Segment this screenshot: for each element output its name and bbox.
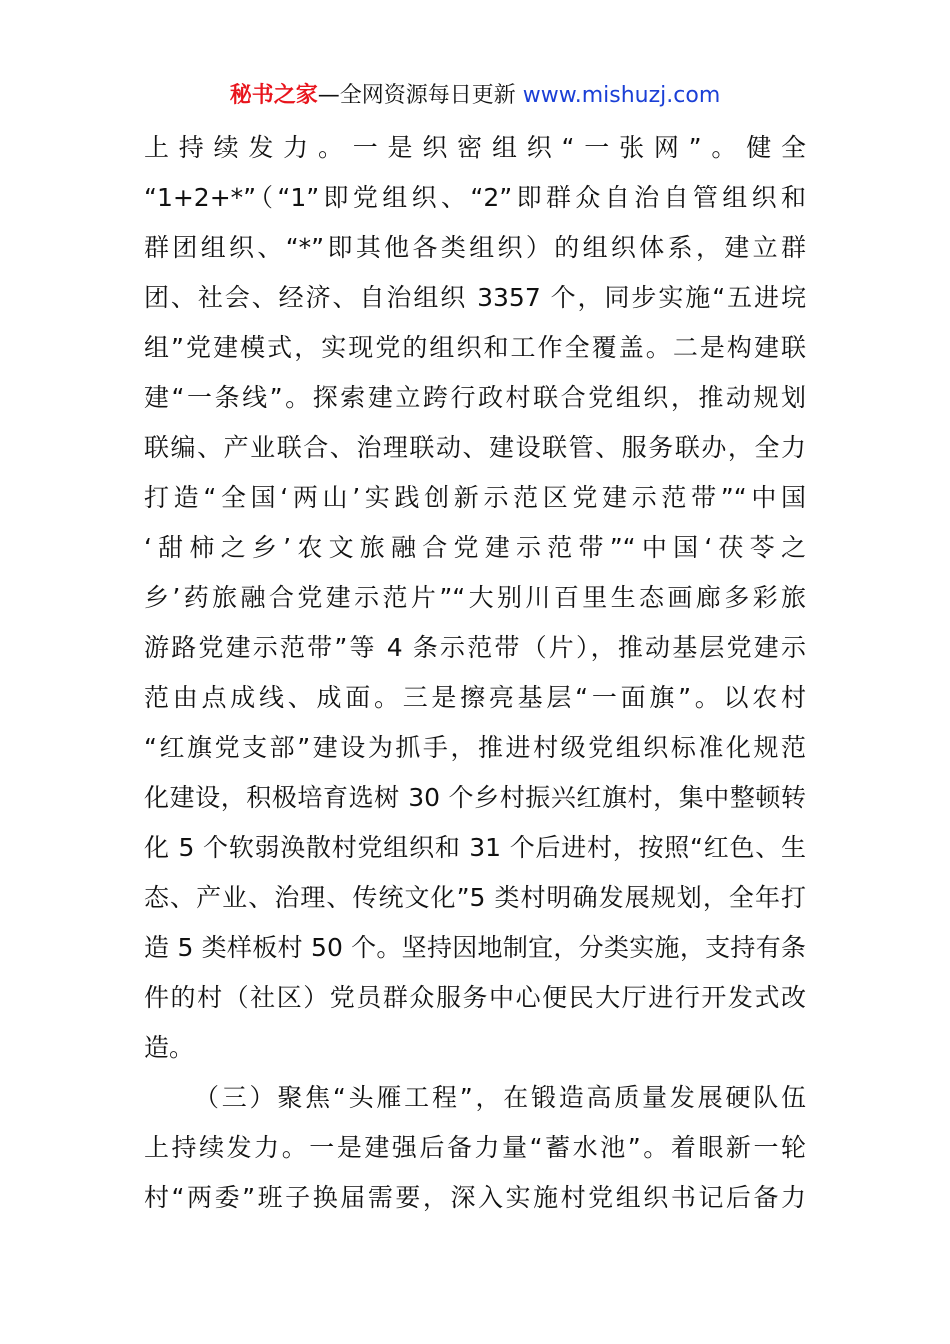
text-line: 村“两委”班子换届需要，深入实施村党组织书记后备力: [144, 1183, 806, 1212]
header-tagline: —全网资源每日更新: [317, 83, 523, 108]
text-line: 造。: [144, 1033, 195, 1062]
text-line: 打造“全国‘两山’实践创新示范区党建示范带”“中国: [144, 483, 806, 512]
text-line: 组”党建模式，实现党的组织和工作全覆盖。二是构建联: [144, 333, 806, 362]
text-line: 化建设，积极培育选树 30 个乡村振兴红旗村，集中整顿转: [144, 783, 806, 812]
text-line: 范由点成线、成面。三是擦亮基层“一面旗”。以农村: [144, 683, 806, 712]
text-line: “1+2+*”（“1”即党组织、“2”即群众自治自管组织和: [144, 183, 806, 212]
document-body: [144, 123, 806, 1223]
section-heading-line: （三）聚焦“头雁工程”，在锻造高质量发展硬队伍: [194, 1083, 806, 1112]
site-watermark-header: [0, 80, 950, 112]
site-url: www.mishuzj.com: [522, 83, 721, 108]
brand-name: 秘书之家: [229, 83, 318, 108]
text-line: ‘甜柿之乡’农文旅融合党建示范带”“中国‘茯苓之: [144, 533, 806, 562]
text-line: 联编、产业联合、治理联动、建设联管、服务联办，全力: [144, 433, 806, 462]
text-line: 群团组织、“*”即其他各类组织）的组织体系，建立群: [144, 233, 806, 262]
text-line: 上持续发力。一是织密组织“一张网”。健全: [144, 133, 806, 162]
text-line: 乡’药旅融合党建示范片”“大别川百里生态画廊多彩旅: [144, 583, 806, 612]
text-line: “红旗党支部”建设为抓手，推进村级党组织标准化规范: [144, 733, 806, 762]
text-line: 件的村（社区）党员群众服务中心便民大厅进行开发式改: [144, 983, 806, 1012]
text-line: 团、社会、经济、自治组织 3357 个，同步实施“五进垸: [144, 283, 806, 312]
text-line: 游路党建示范带”等 4 条示范带（片），推动基层党建示: [144, 633, 806, 662]
text-line: 建“一条线”。探索建立跨行政村联合党组织，推动规划: [144, 383, 806, 412]
text-line: 化 5 个软弱涣散村党组织和 31 个后进村，按照“红色、生: [144, 833, 806, 862]
text-line: 造 5 类样板村 50 个。坚持因地制宜，分类实施，支持有条: [144, 933, 806, 962]
text-line: 上持续发力。一是建强后备力量“蓄水池”。着眼新一轮: [144, 1133, 806, 1162]
text-line: 态、产业、治理、传统文化”5 类村明确发展规划，全年打: [144, 883, 806, 912]
